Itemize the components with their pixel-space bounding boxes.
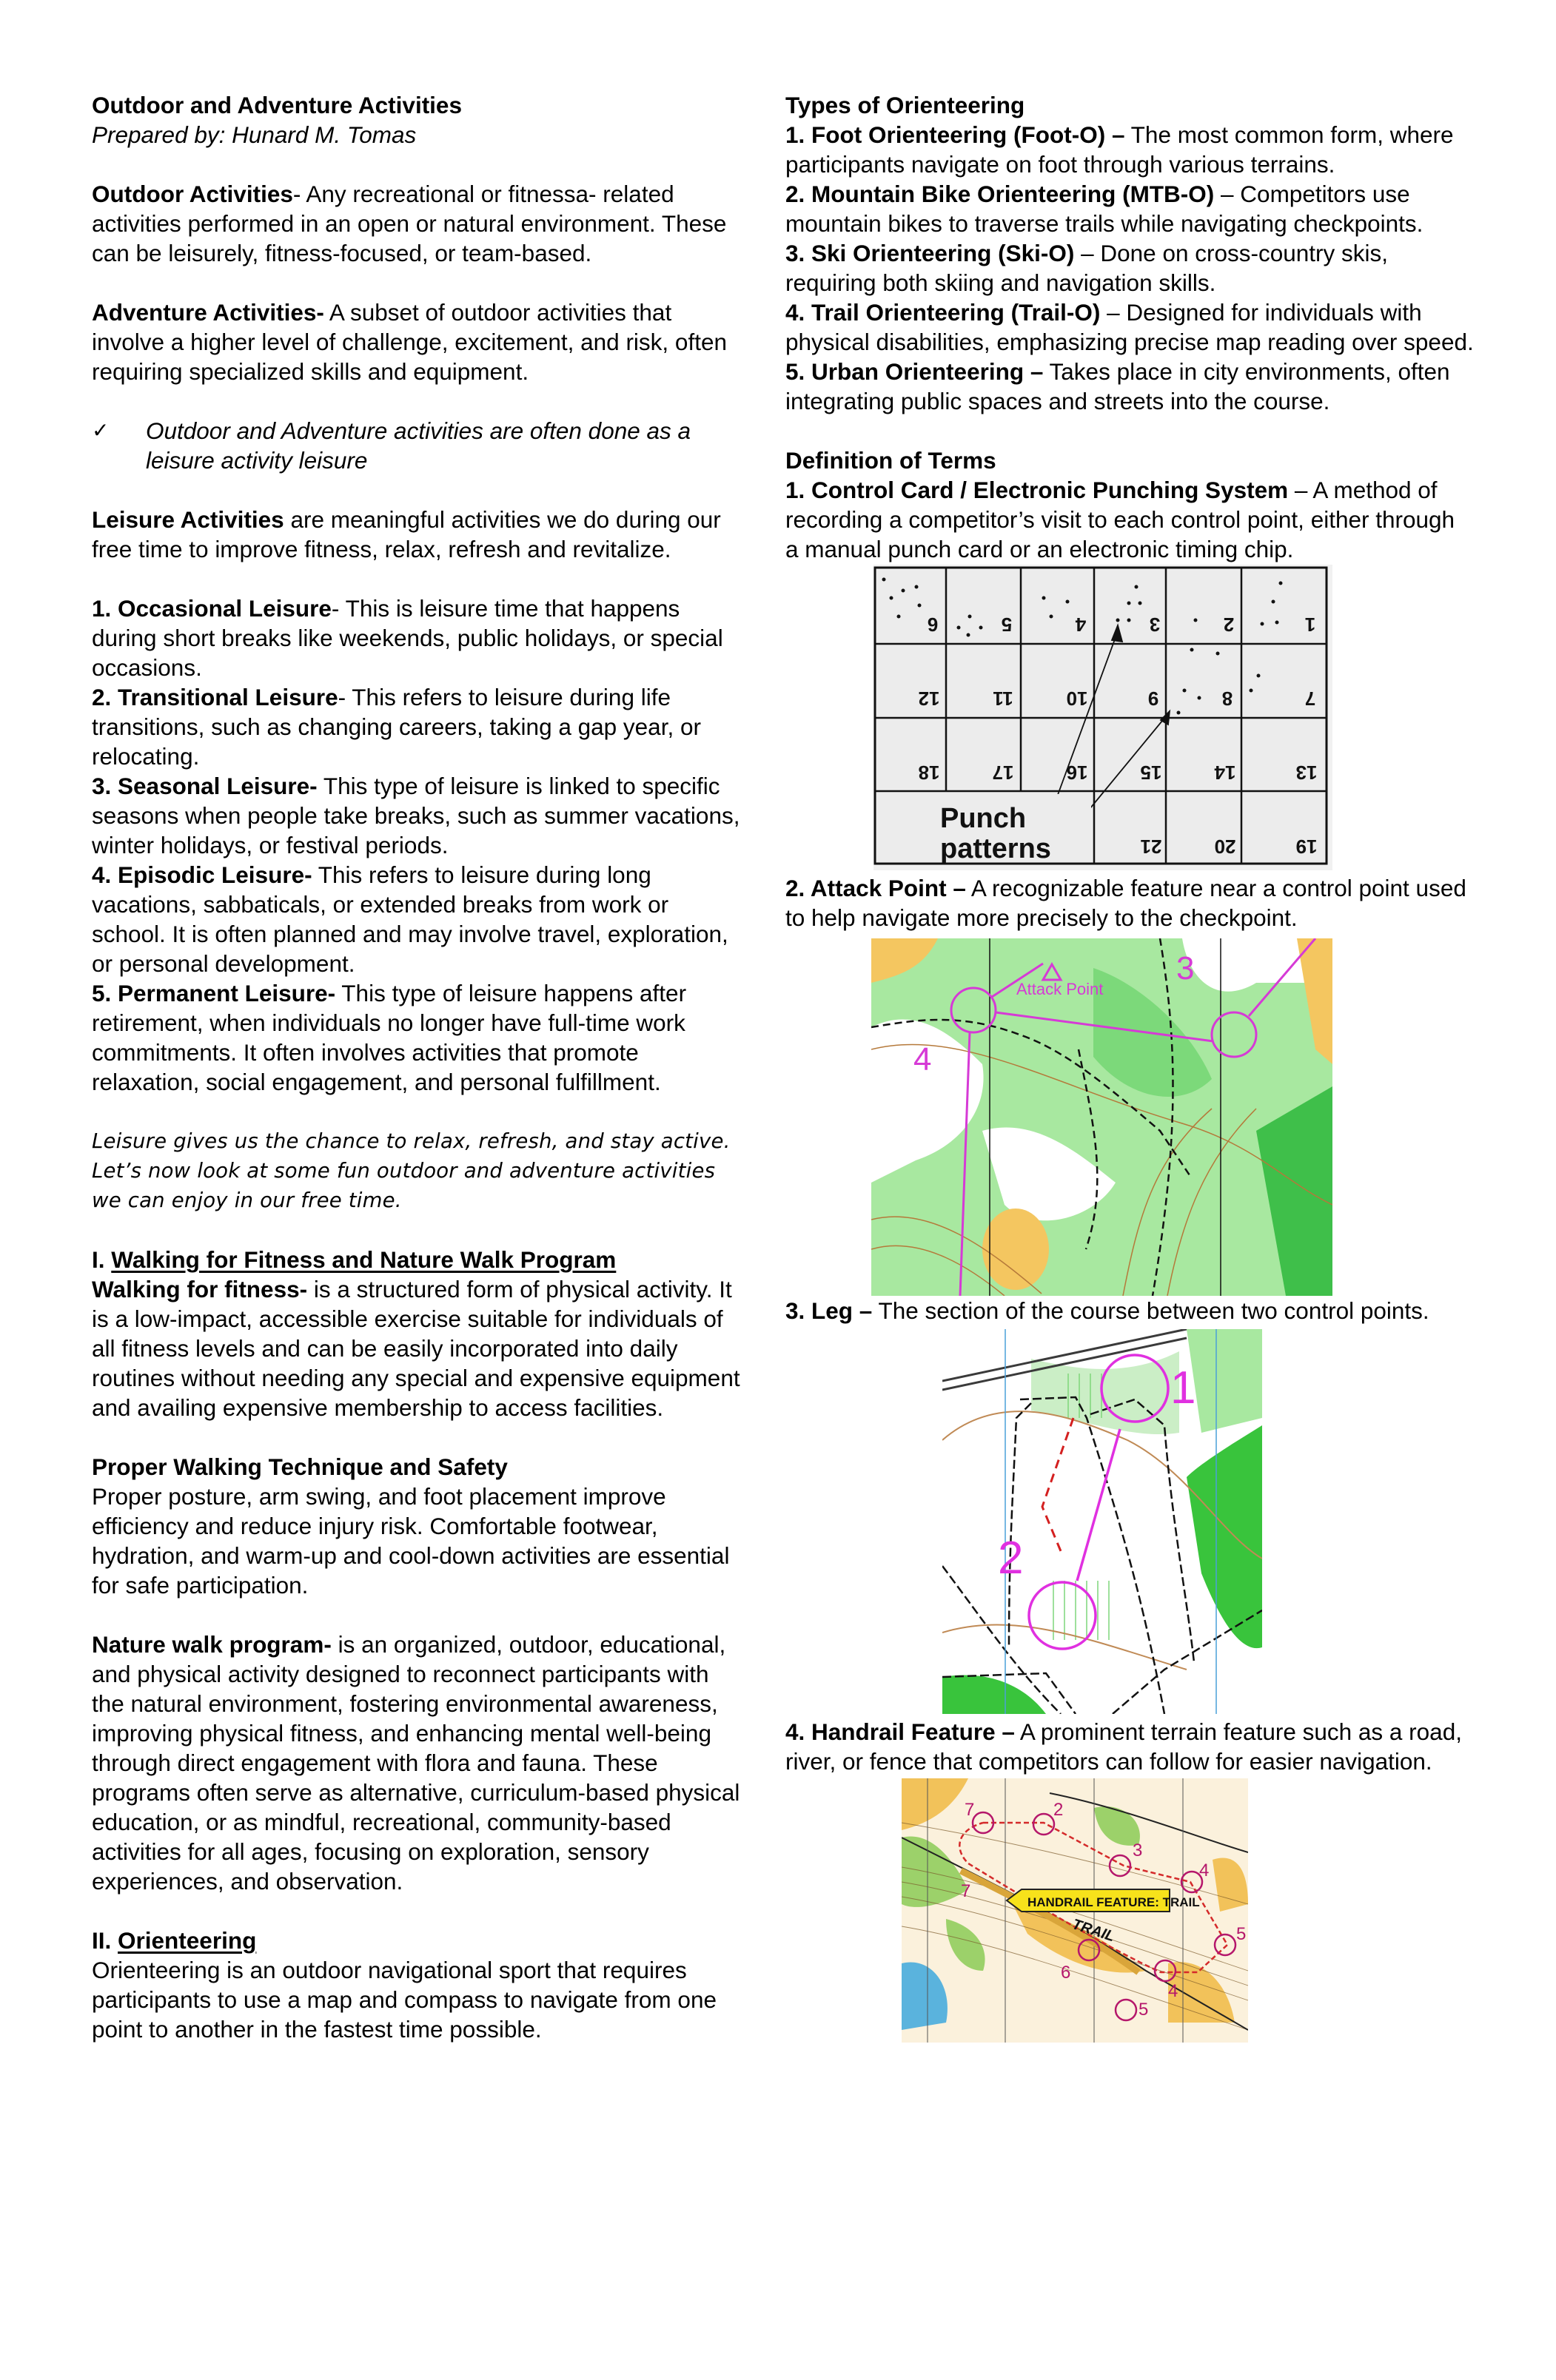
document-title: Outdoor and Adventure Activities — [92, 92, 462, 118]
svg-text:6: 6 — [927, 614, 939, 636]
svg-text:11: 11 — [993, 688, 1013, 710]
type-urban-o: 5. Urban Orienteering – Takes place in city environments, often integrating public spaces and streets into the course. — [785, 358, 1450, 414]
svg-text:2: 2 — [1053, 1800, 1064, 1820]
svg-text:14: 14 — [1214, 762, 1236, 784]
nature-walk-definition: Nature walk program- is an organized, outdoor, educational, and physical activity designed to reconnect participants with the natural environment, fostering environmental awareness, improving physical fitness, and enhancing mental well-being through direct engagement with flora and fauna. These programs often serve as alternative, curriculum-based physical education, or as mindful, recreational, community-based activities for all ages, focusing on exploration, sensory experiences, and observation. — [92, 1631, 740, 1895]
svg-text:21: 21 — [1140, 836, 1162, 858]
svg-text:3: 3 — [1133, 1841, 1143, 1860]
svg-text:18: 18 — [918, 762, 940, 784]
leg-map-image — [942, 1329, 1262, 1714]
svg-text:19: 19 — [1295, 836, 1318, 858]
orienteering-text: Orienteering is an outdoor navigational sport that requires participants to use a map and compass to navigate from one point to another in the fastest time possible. — [92, 1957, 717, 2043]
walking-for-fitness-definition: Walking for fitness- is a structured form of physical activity. It is a low-impact, accessible exercise suitable for individuals of all fitness levels and can be easily incorporated into daily routines without needing any special and expensive equipment and availing expensive membership to access facilities. — [92, 1276, 740, 1421]
def-leg: 3. Leg – The section of the course between two control points. — [785, 1297, 1429, 1324]
svg-text:4: 4 — [1075, 614, 1087, 636]
svg-text:13: 13 — [1295, 762, 1318, 784]
svg-text:20: 20 — [1214, 836, 1236, 858]
author-line: Prepared by: Hunard M. Tomas — [92, 121, 417, 148]
definitions-heading: Definition of Terms — [785, 447, 996, 474]
leisure-type-permanent: 5. Permanent Leisure- This type of leisure happens after retirement, when individuals no longer have full-time work commitments. It often involves activities that promote relaxation, social engagement, and personal fulfillment. — [92, 980, 687, 1095]
svg-text:5: 5 — [1139, 2000, 1149, 2020]
checkmark-icon: ✓ — [92, 419, 110, 442]
svg-text:4: 4 — [1168, 1981, 1178, 2001]
section-2-heading: II. Orienteering — [92, 1927, 257, 1954]
svg-text:4: 4 — [1199, 1860, 1210, 1880]
svg-text:12: 12 — [918, 688, 940, 710]
type-mtb-o: 2. Mountain Bike Orienteering (MTB-O) – Competitors use mountain bikes to traverse trails while navigating checkpoints. — [785, 181, 1423, 237]
svg-text:1: 1 — [1304, 614, 1316, 636]
def-attack-point: 2. Attack Point – A recognizable feature near a control point used to help navigate more precisely to the checkpoint. — [785, 875, 1466, 931]
svg-text:7: 7 — [965, 1800, 975, 1820]
term: Outdoor Activities — [92, 181, 293, 207]
term: Adventure Activities- — [92, 299, 324, 326]
svg-text:9: 9 — [1147, 688, 1159, 710]
technique-text: Proper posture, arm swing, and foot placement improve efficiency and reduce injury risk. Comfortable footwear, hydration, and warm-up and cool-down activities are essential for safe participation. — [92, 1483, 730, 1599]
svg-text:HANDRAIL FEATURE: TRAIL: HANDRAIL FEATURE: TRAIL — [1027, 1895, 1200, 1909]
type-ski-o: 3. Ski Orienteering (Ski-O) – Done on cross-country skis, requiring both skiing and navigation skills. — [785, 240, 1389, 296]
left-column — [92, 90, 743, 2044]
leisure-type-occasional: 1. Occasional Leisure- This is leisure time that happens during short breaks like weekends, public holidays, or special occasions. — [92, 595, 723, 681]
svg-text:17: 17 — [992, 762, 1014, 784]
leisure-type-seasonal: 3. Seasonal Leisure- This type of leisure is linked to specific seasons when people take breaks, such as summer vacations, winter holidays, or festival periods. — [92, 773, 740, 858]
handrail-feature-map-image — [902, 1778, 1248, 2043]
svg-text:1: 1 — [1170, 1362, 1196, 1413]
check-note: ✓ Outdoor and Adventure activities are often done as a leisure activity leisure — [92, 417, 691, 474]
svg-text:Attack Point: Attack Point — [1016, 980, 1104, 998]
svg-text:2: 2 — [998, 1533, 1024, 1584]
type-trail-o: 4. Trail Orienteering (Trail-O) – Designed for individuals with physical disabilities, emphasizing precise map reading over speed. — [785, 299, 1474, 355]
adventure-activities-definition: Adventure Activities- A subset of outdoor activities that involve a higher level of challenge, excitement, and risk, often requiring specialized skills and equipment. — [92, 299, 727, 385]
svg-text:5: 5 — [1236, 1924, 1247, 1944]
svg-text:6: 6 — [1061, 1963, 1071, 1983]
types-heading: Types of Orienteering — [785, 92, 1025, 118]
svg-text:3: 3 — [1149, 614, 1161, 636]
svg-text:Punch: Punch — [940, 803, 1027, 834]
outdoor-activities-definition: Outdoor Activities- Any recreational or fitnessa- related activities performed in an open or natural environment. These can be leisurely, fitness-focused, or team-based. — [92, 181, 727, 266]
svg-text:7: 7 — [1304, 688, 1316, 710]
svg-text:7: 7 — [961, 1881, 971, 1901]
svg-text:patterns: patterns — [940, 833, 1051, 864]
def-control-card: 1. Control Card / Electronic Punching System – A method of recording a competitor’s visit to each control point, either through a manual punch card or an electronic timing chip. — [785, 477, 1455, 562]
svg-text:15: 15 — [1140, 762, 1162, 784]
svg-text:8: 8 — [1221, 688, 1233, 710]
attack-point-map-image — [871, 938, 1332, 1296]
def-handrail-feature: 4. Handrail Feature – A prominent terrain feature such as a road, river, or fence that competitors can follow for easier navigation. — [785, 1718, 1462, 1775]
punch-card-image — [873, 565, 1332, 870]
right-column — [785, 90, 1474, 2043]
svg-text:10: 10 — [1066, 688, 1088, 710]
type-foot-o: 1. Foot Orienteering (Foot-O) – The most common form, where participants navigate on foot through various terrains. — [785, 121, 1454, 178]
technique-heading: Proper Walking Technique and Safety — [92, 1453, 508, 1480]
transition-note: Leisure gives us the chance to relax, refresh, and stay active. Let’s now look at some fun outdoor and adventure activities we can enjoy in our free time. — [92, 1129, 731, 1212]
term: Leisure Activities — [92, 506, 284, 533]
leisure-activities-definition: Leisure Activities are meaningful activities we do during our free time to improve fitness, relax, refresh and revitalize. — [92, 506, 721, 562]
svg-text:5: 5 — [1001, 614, 1013, 636]
svg-text:2: 2 — [1223, 614, 1235, 636]
section-1-heading: I. Walking for Fitness and Nature Walk Program — [92, 1246, 617, 1273]
leisure-type-episodic: 4. Episodic Leisure- This refers to leisure during long vacations, sabbaticals, or extended breaks from work or school. It is often planned and may involve travel, exploration, or personal development. — [92, 861, 728, 977]
svg-text:16: 16 — [1066, 762, 1088, 784]
leisure-type-transitional: 2. Transitional Leisure- This refers to leisure during life transitions, such as changing careers, taking a gap year, or relocating. — [92, 684, 701, 770]
svg-text:TRAIL: TRAIL — [1070, 1916, 1117, 1946]
svg-text:4: 4 — [913, 1041, 932, 1078]
svg-text:3: 3 — [1176, 950, 1195, 986]
